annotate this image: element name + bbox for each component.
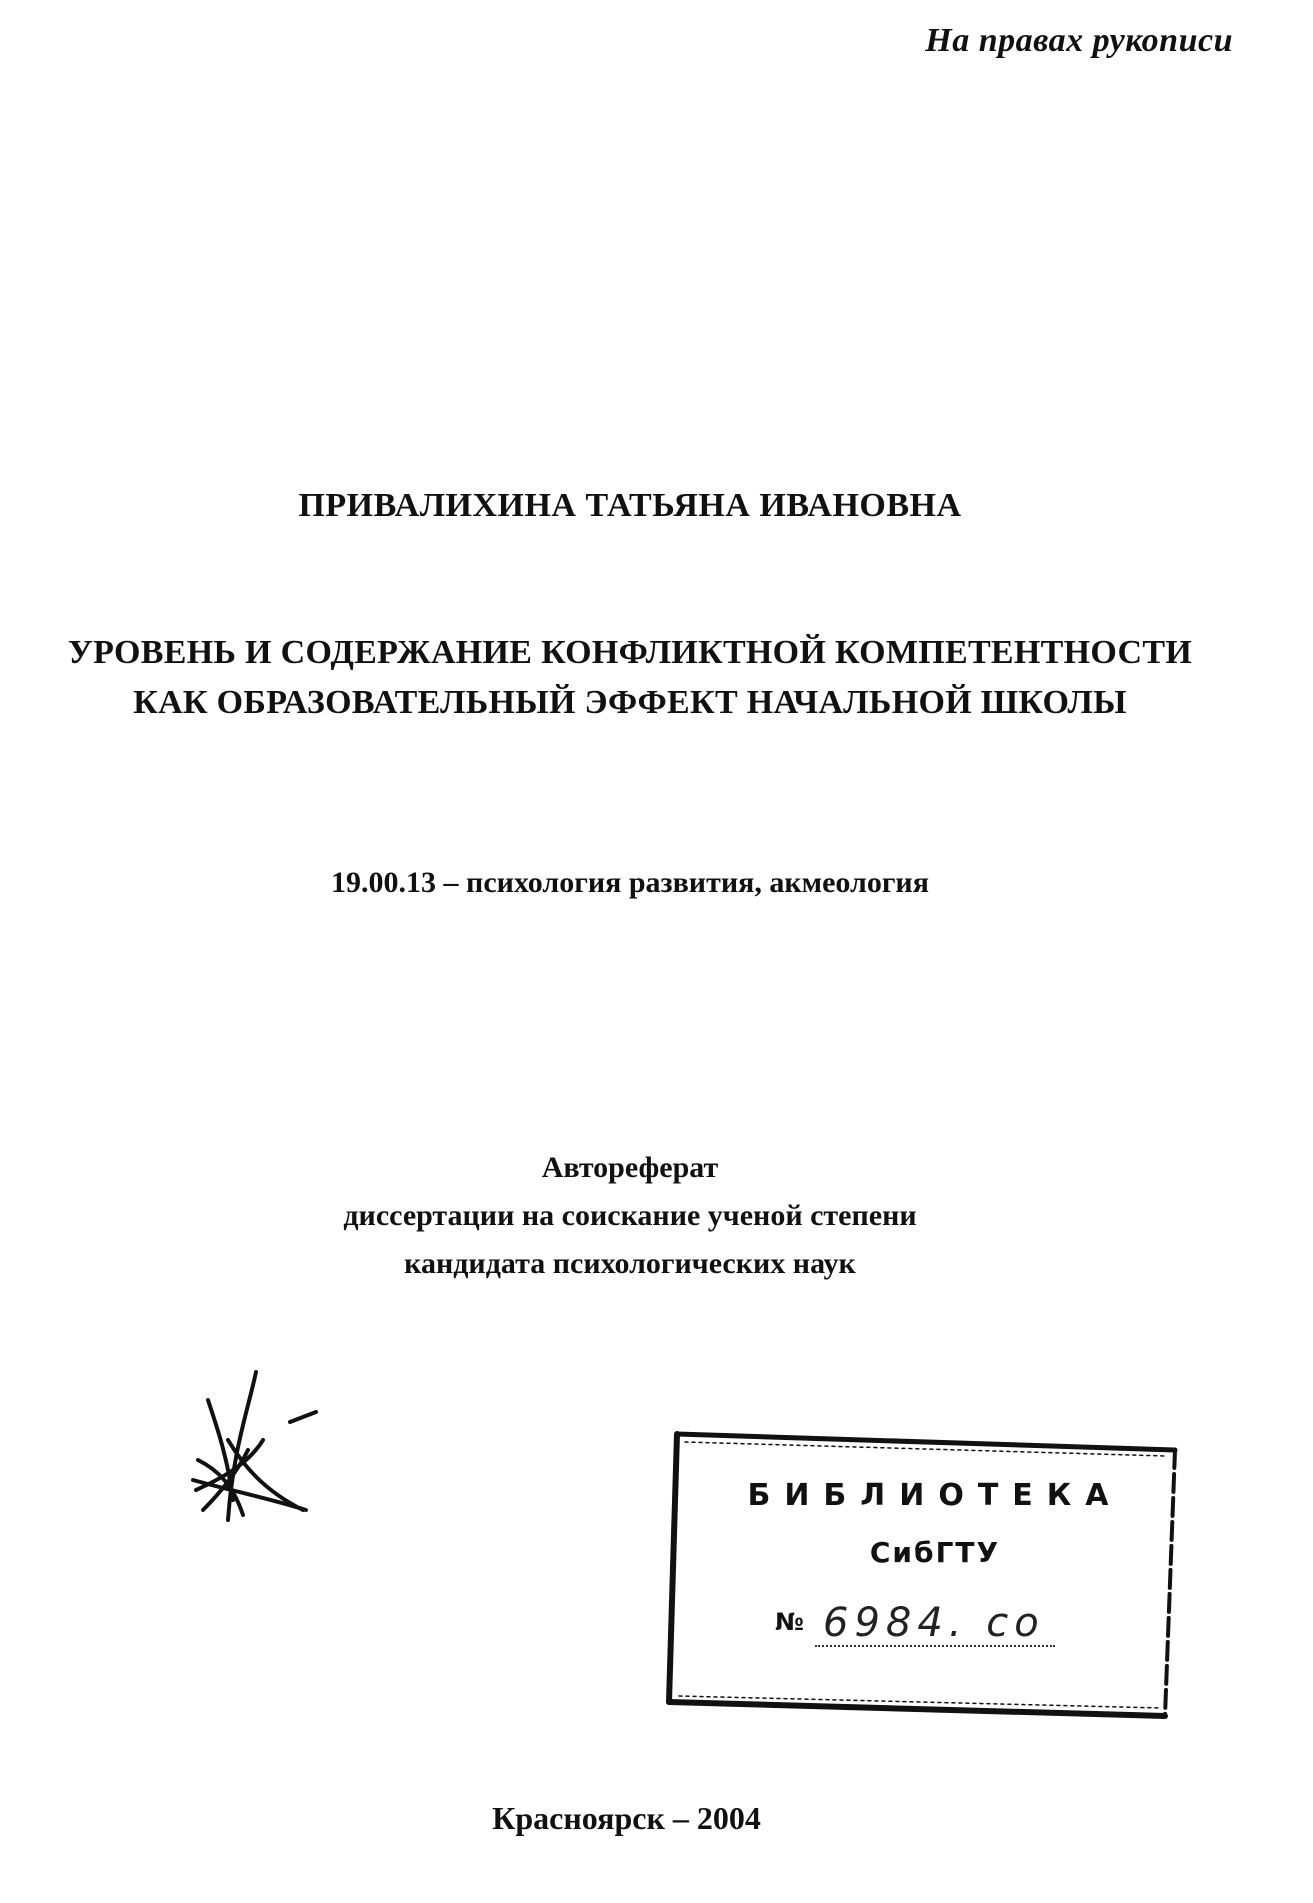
author-name: ПРИВАЛИХИНА ТАТЬЯНА ИВАНОВНА	[298, 487, 962, 524]
specialty-code: 19.00.13 – психология развития, акмеология	[331, 866, 929, 899]
stamp-number-underline	[815, 1645, 1055, 1647]
abstract-line-2: диссертации на соискание ученой степени	[343, 1199, 917, 1232]
abstract-line-3: кандидата психологических наук	[404, 1247, 856, 1280]
title-line-1: УРОВЕНЬ И СОДЕРЖАНИЕ КОНФЛИКТНОЙ КОМПЕТЕНТНОСТИ	[67, 634, 1193, 671]
stamp-inventory-number: 6984. со	[823, 1600, 1045, 1646]
dissertation-title	[30, 628, 1230, 728]
rights-notice: На правах рукописи	[925, 22, 1233, 59]
title-line-2: КАК ОБРАЗОВАТЕЛЬНЫЙ ЭФФЕКТ НАЧАЛЬНОЙ ШКОЛЫ	[133, 684, 1127, 721]
stamp-title: БИБЛИОТЕКА	[747, 1478, 1123, 1513]
handwritten-signature	[188, 1370, 328, 1540]
library-stamp	[665, 1420, 1185, 1720]
abstract-description	[0, 1144, 1260, 1288]
signature-icon	[188, 1370, 328, 1540]
abstract-line-1: Автореферат	[541, 1151, 719, 1184]
stamp-frame-icon	[665, 1420, 1185, 1720]
stamp-organization: СибГТУ	[869, 1536, 1001, 1569]
stamp-number-sign: №	[775, 1608, 804, 1636]
place-and-year: Красноярск – 2004	[492, 1800, 761, 1836]
stamp-number-row	[775, 1600, 1075, 1650]
